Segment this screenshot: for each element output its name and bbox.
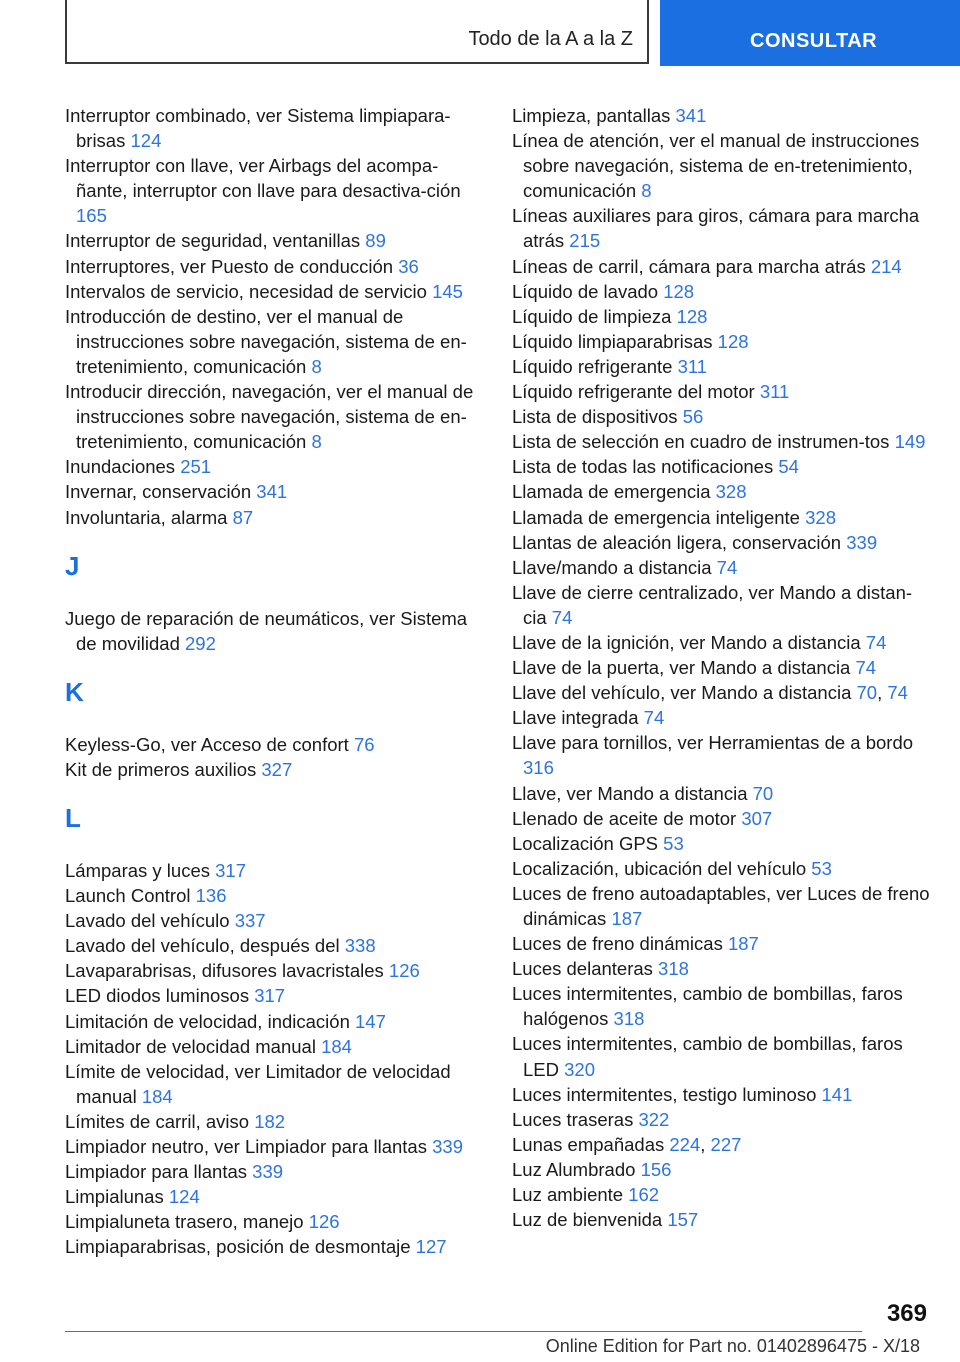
index-entry	[512, 956, 932, 981]
index-entry-text: Llave para tornillos, ver Herramientas de a bordo	[512, 732, 914, 754]
index-entry	[512, 429, 932, 454]
edition-footer: Online Edition for Part no. 01402896475 - X/18	[545, 1336, 920, 1356]
index-entry-text: Luces de freno dinámicas	[512, 933, 723, 955]
index-entry-text: Luces de freno autoadaptables, ver Luces de freno dinámicas	[512, 882, 930, 929]
index-entry-text: Luces delanteras	[512, 958, 653, 980]
page-link[interactable]: 318	[613, 1008, 645, 1030]
index-entry-text: Involuntaria, alarma	[65, 506, 228, 528]
index-entry-text: Llave de la puerta, ver Mando a distancia	[512, 657, 851, 679]
index-entry	[65, 279, 485, 304]
index-entry-text: Luces intermitentes, cambio de bombillas, faros halógenos	[512, 983, 903, 1030]
index-entry	[65, 254, 485, 279]
index-entry-text: Limpiador neutro, ver Limpiador para llantas	[65, 1136, 427, 1157]
page-link[interactable]: 328	[805, 506, 836, 528]
index-entry-text: Llenado de aceite de motor	[512, 807, 737, 829]
page-link[interactable]: 311	[759, 381, 790, 403]
index-entry	[512, 881, 932, 931]
index-entry	[65, 379, 485, 454]
index-entry-text: Intervalos de servicio, necesidad de servicio	[65, 280, 427, 302]
index-entry-text: Limpialuneta trasero, manejo	[65, 1211, 304, 1233]
index-entry	[65, 958, 485, 983]
index-entry	[65, 1059, 485, 1109]
index-entry-text: Luces traseras	[512, 1108, 634, 1130]
page-link[interactable]: 156	[640, 1158, 672, 1180]
page-link[interactable]: 8	[641, 180, 652, 202]
page-link[interactable]: 337	[234, 910, 266, 932]
page-link[interactable]: 165	[76, 205, 107, 227]
page-link[interactable]: 56	[682, 406, 704, 428]
page-link[interactable]: 311	[677, 355, 708, 377]
index-entry	[65, 1009, 485, 1034]
index-entry	[65, 454, 485, 479]
page-link[interactable]: 128	[717, 330, 749, 352]
page-link[interactable]: 318	[658, 958, 689, 980]
index-entry	[65, 606, 485, 656]
page-link[interactable]: 70	[752, 782, 774, 804]
index-entry-text: Luces intermitentes, testigo luminoso	[512, 1083, 817, 1105]
index-entry-text: Líquido de lavado	[512, 280, 659, 302]
index-entry-text: Lunas empañadas	[512, 1133, 665, 1155]
page-link[interactable]: 74	[551, 606, 573, 628]
index-tab[interactable]	[65, 0, 649, 64]
index-entry	[512, 103, 932, 128]
page-link[interactable]: 339	[252, 1161, 284, 1183]
index-entry	[512, 555, 932, 580]
page-link[interactable]: 8	[311, 431, 322, 453]
index-entry-text: Llave/mando a distancia	[512, 556, 712, 578]
index-entry	[65, 1184, 485, 1209]
index-entry	[65, 505, 485, 530]
index-entry-text: Llave de cierre centralizado, ver Mando a distan‐cia	[512, 581, 913, 628]
index-entry	[512, 404, 932, 429]
page-link[interactable]: 74	[855, 657, 877, 679]
section-letter: K	[65, 676, 84, 707]
index-entry-text: Kit de primeros auxilios	[65, 758, 257, 780]
index-entry	[65, 908, 485, 933]
page-link[interactable]: 182	[254, 1110, 286, 1132]
page-link[interactable]: 128	[676, 305, 708, 327]
index-entry	[512, 981, 932, 1031]
index-entry-text: LED diodos luminosos	[65, 985, 250, 1007]
page-link[interactable]: 70	[856, 682, 878, 704]
index-entry-text: Líquido de limpieza	[512, 305, 672, 327]
index-entry-text: Luz ambiente	[512, 1184, 624, 1206]
footer-divider	[65, 1331, 862, 1332]
index-entry	[512, 530, 932, 555]
page-link[interactable]: 76	[353, 733, 375, 755]
index-entry	[512, 354, 932, 379]
index-entry-text: Línea de atención, ver el manual de instrucciones sobre navegación, sistema de en‐tretenimiento, comunicación	[512, 130, 920, 202]
index-entry	[512, 279, 932, 304]
page-link[interactable]: 341	[256, 481, 288, 503]
index-entry	[512, 379, 932, 404]
page-link[interactable]: 53	[663, 832, 684, 854]
index-entry	[512, 831, 932, 856]
index-entry	[65, 304, 485, 379]
page-link[interactable]: 136	[195, 885, 227, 907]
index-entry-text: Llave del vehículo, ver Mando a distancia	[512, 682, 852, 704]
page-link[interactable]: 187	[727, 933, 759, 955]
index-entry	[65, 1159, 485, 1184]
index-entry-text: Lista de dispositivos	[512, 406, 678, 428]
consult-button[interactable]	[660, 0, 960, 66]
page-link[interactable]: 187	[611, 908, 643, 929]
page-link[interactable]: 89	[365, 230, 386, 252]
index-entry-text: Limpialunas	[65, 1186, 164, 1208]
page-link[interactable]: 328	[715, 481, 747, 503]
index-entry-text: Lavado del vehículo	[65, 910, 230, 932]
page-link[interactable]: 327	[261, 758, 293, 780]
top-bar	[0, 0, 960, 66]
page-link[interactable]: 215	[569, 230, 601, 252]
index-entry	[65, 153, 485, 228]
consult-button-label: CONSULTAR	[750, 30, 878, 52]
index-entry	[65, 103, 485, 153]
index-entry	[512, 1031, 932, 1081]
page-link[interactable]: 184	[141, 1085, 173, 1107]
index-entry	[65, 1234, 485, 1259]
index-entry	[512, 630, 932, 655]
page-link[interactable]: 53	[811, 857, 832, 879]
index-entry-text: Limpiaparabrisas, posición de desmontaje	[65, 1236, 411, 1258]
page-link[interactable]: 214	[870, 255, 902, 277]
index-entry-text: Luces intermitentes, cambio de bombillas, faros LED	[512, 1033, 903, 1080]
index-entry	[512, 505, 932, 530]
index-entry-text: Inundaciones	[65, 456, 176, 478]
page-link[interactable]: 124	[130, 130, 162, 152]
index-entry-text: Límite de velocidad, ver Limitador de velocidad manual	[65, 1060, 451, 1107]
index-entry	[65, 1134, 485, 1159]
index-entry	[65, 228, 485, 253]
index-column-left	[65, 103, 485, 1259]
index-entry	[65, 983, 485, 1008]
index-entry	[512, 128, 932, 203]
index-entry-text: Interruptores, ver Puesto de conducción	[65, 255, 394, 277]
page-link[interactable]: 74	[643, 707, 665, 729]
index-entry-text: Juego de reparación de neumáticos, ver Sistema de movilidad	[65, 607, 468, 654]
index-entry	[65, 858, 485, 883]
index-entry-text: Interruptor con llave, ver Airbags del acompa‐ñante, interruptor con llave para desactiva‐ción	[65, 155, 461, 202]
index-entry-text: Luz de bienvenida	[512, 1209, 663, 1231]
page-link[interactable]: 124	[168, 1186, 200, 1208]
page-link[interactable]: 339	[846, 531, 878, 553]
index-entry-text: Limitación de velocidad, indicación	[65, 1010, 350, 1032]
index-entry	[512, 1157, 932, 1182]
page-link[interactable]: 307	[741, 807, 773, 829]
index-entry-text: Localización GPS	[512, 832, 659, 854]
index-entry	[512, 1207, 932, 1232]
index-entry-text: Líneas auxiliares para giros, cámara para marcha atrás	[512, 205, 920, 252]
index-entry	[512, 856, 932, 881]
index-entry-text: Limpiador para llantas	[65, 1161, 248, 1183]
page-link[interactable]: 128	[663, 280, 695, 302]
index-entry-text: Llave, ver Mando a distancia	[512, 782, 748, 804]
page-link[interactable]: 8	[311, 355, 322, 377]
page-link[interactable]: 316	[523, 757, 554, 779]
index-entry-text: Llave de la ignición, ver Mando a distancia	[512, 631, 861, 653]
page-link[interactable]: 126	[308, 1211, 340, 1233]
index-entry	[65, 883, 485, 908]
index-entry	[512, 329, 932, 354]
page-link[interactable]: 126	[388, 960, 420, 982]
page-link[interactable]: 141	[821, 1083, 853, 1105]
page-link[interactable]: 322	[638, 1108, 670, 1130]
page-link[interactable]: 251	[180, 456, 212, 478]
index-entry-text: Lavado del vehículo, después del	[65, 935, 340, 957]
index-entry	[65, 1209, 485, 1234]
index-entry-text: Limpieza, pantallas	[512, 105, 671, 126]
page-link[interactable]: 74	[887, 682, 908, 704]
index-entry-text: Llave integrada	[512, 707, 639, 729]
page-link[interactable]: 36	[398, 255, 419, 277]
index-entry-text: Llamada de emergencia	[512, 481, 711, 503]
index-entry-text: Lista de todas las notificaciones	[512, 456, 774, 478]
index-entry	[65, 1034, 485, 1059]
index-entry	[512, 931, 932, 956]
index-entry-text: Líquido limpiaparabrisas	[512, 330, 713, 352]
index-tab-label: Todo de la A a la Z	[468, 28, 633, 50]
page-link[interactable]: 162	[628, 1184, 660, 1206]
index-entry-text: Interruptor combinado, ver Sistema limpiapara‐brisas	[65, 105, 451, 152]
index-entry-text: Lista de selección en cuadro de instrumen‐tos	[512, 431, 890, 453]
page-link[interactable]: 227	[710, 1133, 742, 1155]
page-link[interactable]: 224	[669, 1133, 701, 1155]
index-entry-text: Líquido refrigerante del motor	[512, 381, 755, 403]
index-entry	[512, 479, 932, 504]
index-entry	[512, 655, 932, 680]
index-entry	[512, 705, 932, 730]
index-entry-text: Introducción de destino, ver el manual de instrucciones sobre navegación, sistema de en‐tretenimiento, comunicación	[65, 305, 467, 377]
page-link[interactable]: 74	[865, 631, 887, 653]
page-number: 369	[886, 1300, 927, 1327]
index-entry	[65, 479, 485, 504]
index-entry	[512, 254, 932, 279]
index-entry-text: Líneas de carril, cámara para marcha atrás	[512, 255, 866, 277]
index-entry-text: Limitador de velocidad manual	[65, 1035, 316, 1057]
index-entry	[512, 1182, 932, 1207]
index-entry-text: Localización, ubicación del vehículo	[512, 857, 807, 879]
index-entry: Lunas empañadas 224, 227	[512, 1133, 742, 1155]
index-entry-text: Launch Control	[65, 885, 191, 907]
index-entry	[512, 781, 932, 806]
index-entry-text: Introducir dirección, navegación, ver el manual de instrucciones sobre navegación, sistema de en‐tretenimiento, comunicación	[65, 381, 474, 453]
index-entry	[65, 732, 485, 757]
index-entry	[512, 580, 932, 630]
index-entry	[512, 730, 932, 780]
index-entry	[65, 757, 485, 782]
page-link[interactable]: 74	[716, 556, 738, 578]
index-entry	[512, 304, 932, 329]
index-entry-text: Luz Alumbrado	[512, 1158, 636, 1180]
index-entry	[512, 1107, 932, 1132]
index-entry-text: Lámparas y luces	[65, 859, 210, 881]
page-link[interactable]: 317	[254, 985, 286, 1007]
page-link[interactable]: 127	[415, 1236, 447, 1258]
index-entry	[512, 806, 932, 831]
index-entry	[512, 454, 932, 479]
page-link[interactable]: 157	[667, 1209, 699, 1231]
index-entry	[512, 203, 932, 253]
index-column-right	[512, 103, 932, 1232]
page-link[interactable]: 149	[894, 431, 926, 453]
index-entry-text: Llamada de emergencia inteligente	[512, 506, 800, 528]
page-link[interactable]: 147	[355, 1010, 386, 1032]
page-link[interactable]: 317	[215, 859, 246, 881]
index-entry-text: Interruptor de seguridad, ventanillas	[65, 230, 361, 252]
index-entry-text: Límites de carril, aviso	[65, 1110, 250, 1132]
page-link[interactable]: 338	[344, 935, 376, 957]
index-entry	[512, 1082, 932, 1107]
index-entry-text: Llantas de aleación ligera, conservación	[512, 531, 842, 553]
index-entry: Llave del vehículo, ver Mando a distancia 70, 74	[512, 682, 908, 704]
section-letter: L	[65, 802, 81, 833]
section-letter: J	[65, 550, 80, 581]
index-entry-text: Lavaparabrisas, difusores lavacristales	[65, 960, 384, 982]
index-entry-text: Invernar, conservación	[65, 481, 252, 503]
page-link[interactable]: 184	[321, 1035, 352, 1057]
page-link[interactable]: 320	[564, 1058, 596, 1080]
index-entry	[65, 1109, 485, 1134]
page-link[interactable]: 54	[778, 456, 799, 478]
index-entry	[65, 933, 485, 958]
page-link[interactable]: 341	[675, 105, 707, 126]
page-link[interactable]: 339	[432, 1136, 463, 1157]
page-link[interactable]: 145	[432, 280, 463, 302]
page-link[interactable]: 292	[185, 632, 216, 654]
page-link[interactable]: 87	[232, 506, 254, 528]
index-entry-text: Keyless-Go, ver Acceso de confort	[65, 733, 349, 755]
index-entry-text: Líquido refrigerante	[512, 355, 673, 377]
